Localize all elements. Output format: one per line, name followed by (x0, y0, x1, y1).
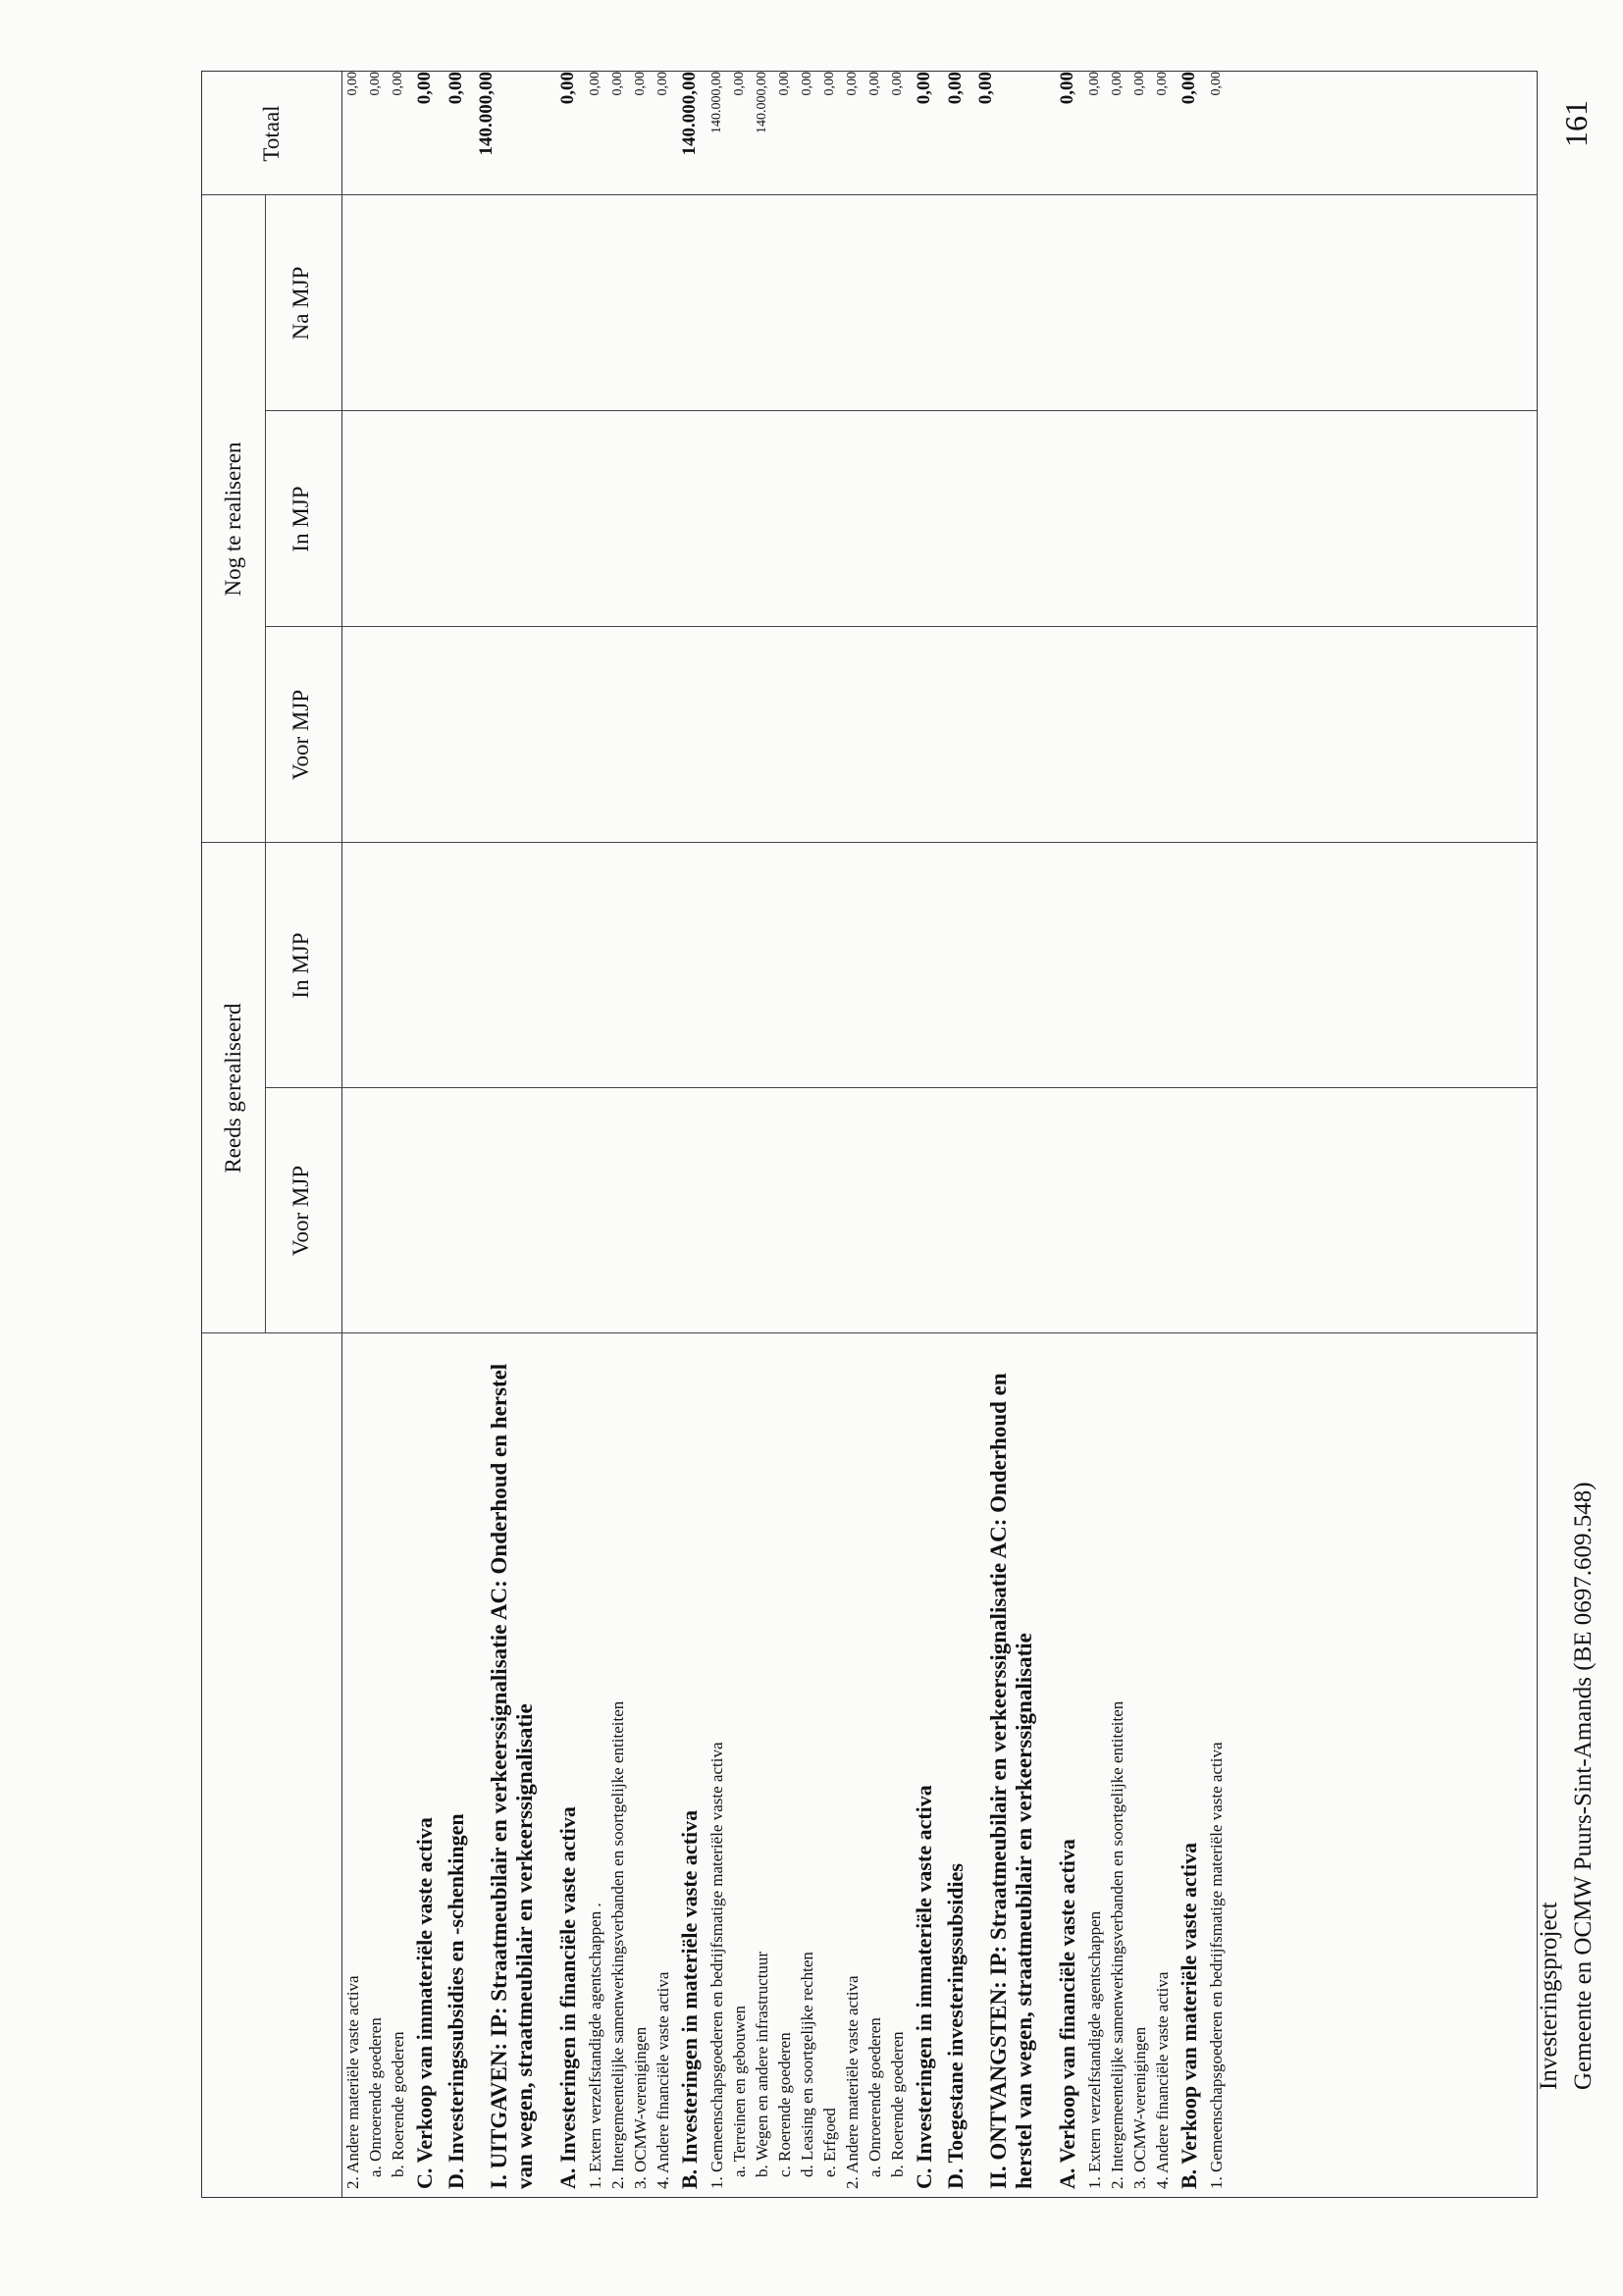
row-value-in-mjp: 0,00 (1208, 72, 1224, 96)
row-value-in-mjp: 0,00 (609, 72, 625, 96)
table-row (364, 72, 387, 2197)
header-realised: Reeds gerealiseerd (221, 1003, 245, 1174)
row-value-in-mjp: 0,00 (414, 72, 435, 105)
table-row (864, 72, 886, 2197)
table-row (1052, 72, 1083, 2197)
row-label: d. Leasing en soortgelijke rechten (797, 1952, 816, 2177)
page-number: 161 (1558, 100, 1594, 147)
investment-table (201, 71, 1538, 2198)
table-row (1174, 72, 1205, 2197)
table-row (652, 72, 674, 2197)
row-value-in-mjp: 0,00 (344, 72, 360, 96)
row-label: C. Investeringen in immateriële vaste activa (912, 1785, 936, 2189)
row-label: 2. Intergemeentelijke samenwerkingsverbanden en soortgelijke entiteiten (607, 1700, 627, 2189)
table-row (1128, 72, 1151, 2197)
row-value-in-mjp: 0,00 (445, 72, 466, 105)
row-label: e. Erfgoed (819, 2108, 839, 2177)
row-value-in-mjp: 0,00 (1178, 72, 1199, 105)
row-label: 3. OCMW-verenigingen (1129, 2026, 1149, 2189)
row-label: a. Onroerende goederen (864, 2017, 884, 2177)
row-value-in-mjp: 0,00 (914, 72, 934, 105)
table-row (1106, 72, 1128, 2197)
row-label: a. Terreinen en gebouwen (729, 2005, 749, 2177)
table-row (841, 72, 864, 2197)
table-row (1083, 72, 1106, 2197)
table-row (751, 72, 773, 2197)
row-value-in-mjp: 0,00 (390, 72, 405, 96)
table-row (909, 72, 940, 2197)
footer-project-type: Investeringsproject (1536, 1902, 1562, 2090)
row-label: 2. Andere materiële vaste activa (342, 1975, 362, 2189)
row-value-in-mjp: 140.000,00 (476, 72, 497, 156)
row-label: 2. Andere materiële vaste activa (842, 1975, 862, 2189)
table-row (940, 72, 971, 2197)
row-label: 1. Extern verzelfstandigde agentschappen (1084, 1910, 1104, 2189)
row-value-in-mjp: 0,00 (367, 72, 383, 96)
table-row (1205, 72, 1228, 2197)
row-value-in-mjp: 0,00 (975, 72, 996, 105)
table-row (728, 72, 751, 2197)
header-voor-mjp-todo: Voor MJP (288, 689, 313, 781)
row-value-in-mjp: 0,00 (844, 72, 860, 96)
table-row (773, 72, 796, 2197)
row-label: 1. Gemeenschapsgoederen en bedrijfsmatige materiële vaste activa (1206, 1742, 1226, 2189)
table-row (441, 72, 472, 2197)
row-label: b. Roerende goederen (388, 2031, 407, 2177)
header-totaal: Totaal (259, 105, 284, 162)
row-value-in-mjp: 140.000,00 (754, 72, 769, 133)
header-voor-mjp-realised: Voor MJP (288, 1165, 313, 1257)
row-value-in-mjp: 0,00 (1131, 72, 1147, 96)
row-label: b. Wegen en andere infrastructuur (752, 1951, 771, 2177)
row-label: II. ONTVANGSTEN: IP: Straatmeubilair en verkeerssignalisatie AC: Onderhoud en herstel van wegen, straatmeubilair en verkeerssignalisatie (986, 1373, 1036, 2189)
row-value-in-mjp: 0,00 (866, 72, 882, 96)
row-value-in-mjp: 0,00 (821, 72, 837, 96)
row-value-in-mjp: 0,00 (1154, 72, 1170, 96)
header-in-mjp-realised: In MJP (288, 932, 313, 999)
table-row (552, 72, 584, 2197)
row-label: I. UITGAVEN: IP: Straatmeubilair en verkeerssignalisatie AC: Onderhoud en herstel van wegen, straatmeubilair en verkeerssignalisatie (487, 1363, 537, 2189)
row-label: a. Onroerende goederen (365, 2017, 385, 2177)
table-row (674, 72, 706, 2197)
row-label: B. Verkoop van materiële vaste activa (1177, 1842, 1201, 2189)
row-value-in-mjp: 0,00 (1086, 72, 1102, 96)
row-label: 1. Gemeenschapsgoederen en bedrijfsmatige materiële vaste activa (707, 1742, 726, 2189)
table-header (202, 72, 342, 2197)
row-value-in-mjp: 0,00 (731, 72, 747, 96)
row-label: 4. Andere financiële vaste activa (653, 1971, 672, 2189)
row-value-in-mjp: 0,00 (1057, 72, 1077, 105)
row-label: 4. Andere financiële vaste activa (1152, 1971, 1172, 2189)
table-row (387, 72, 409, 2197)
table-row (1151, 72, 1174, 2197)
table-row (584, 72, 606, 2197)
footer-organisation: Gemeente en OCMW Puurs-Sint-Amands (BE 0697.609.548) (1570, 1482, 1597, 2090)
row-label: 1. Extern verzelfstandigde agentschappen . (585, 1903, 604, 2189)
row-value-in-mjp: 0,00 (889, 72, 905, 96)
header-na-mjp: Na MJP (288, 266, 313, 340)
row-label: D. Investeringssubsidies en -schenkingen (444, 1813, 468, 2189)
row-label: b. Roerende goederen (887, 2031, 907, 2177)
row-value-in-mjp: 0,00 (557, 72, 578, 105)
table-row (706, 72, 728, 2197)
header-in-mjp-todo: In MJP (288, 486, 313, 552)
row-label: C. Verkoop van immateriële vaste activa (412, 1817, 437, 2189)
table-row (629, 72, 652, 2197)
row-value-in-mjp: 0,00 (632, 72, 648, 96)
row-value-in-mjp: 0,00 (1109, 72, 1125, 96)
row-label: A. Investeringen in financiële vaste activa (555, 1806, 580, 2189)
table-row (409, 72, 441, 2197)
header-todo: Nog te realiseren (221, 442, 245, 597)
table-row (886, 72, 909, 2197)
row-value-in-mjp: 140.000,00 (679, 72, 700, 156)
table-row (472, 72, 552, 2197)
row-value-in-mjp: 0,00 (654, 72, 670, 96)
row-label: 2. Intergemeentelijke samenwerkingsverbanden en soortgelijke entiteiten (1107, 1700, 1126, 2189)
row-value-in-mjp: 0,00 (776, 72, 792, 96)
row-value-in-mjp: 0,00 (799, 72, 814, 96)
table-row (796, 72, 818, 2197)
row-label: c. Roerende goederen (774, 2032, 794, 2177)
table-row (606, 72, 629, 2197)
table-row (818, 72, 841, 2197)
row-value-in-mjp: 140.000,00 (708, 72, 724, 133)
row-label: A. Verkoop van financiële vaste activa (1055, 1839, 1079, 2189)
row-label: B. Investeringen in materiële vaste activa (677, 1809, 702, 2189)
table-row (971, 72, 1052, 2197)
row-label: D. Toegestane investeringssubsidies (943, 1863, 968, 2189)
row-value-in-mjp: 0,00 (945, 72, 966, 105)
row-label: 3. OCMW-verenigingen (630, 2026, 650, 2189)
table-row (341, 72, 364, 2197)
table-body (341, 72, 1228, 2197)
row-value-in-mjp: 0,00 (587, 72, 602, 96)
